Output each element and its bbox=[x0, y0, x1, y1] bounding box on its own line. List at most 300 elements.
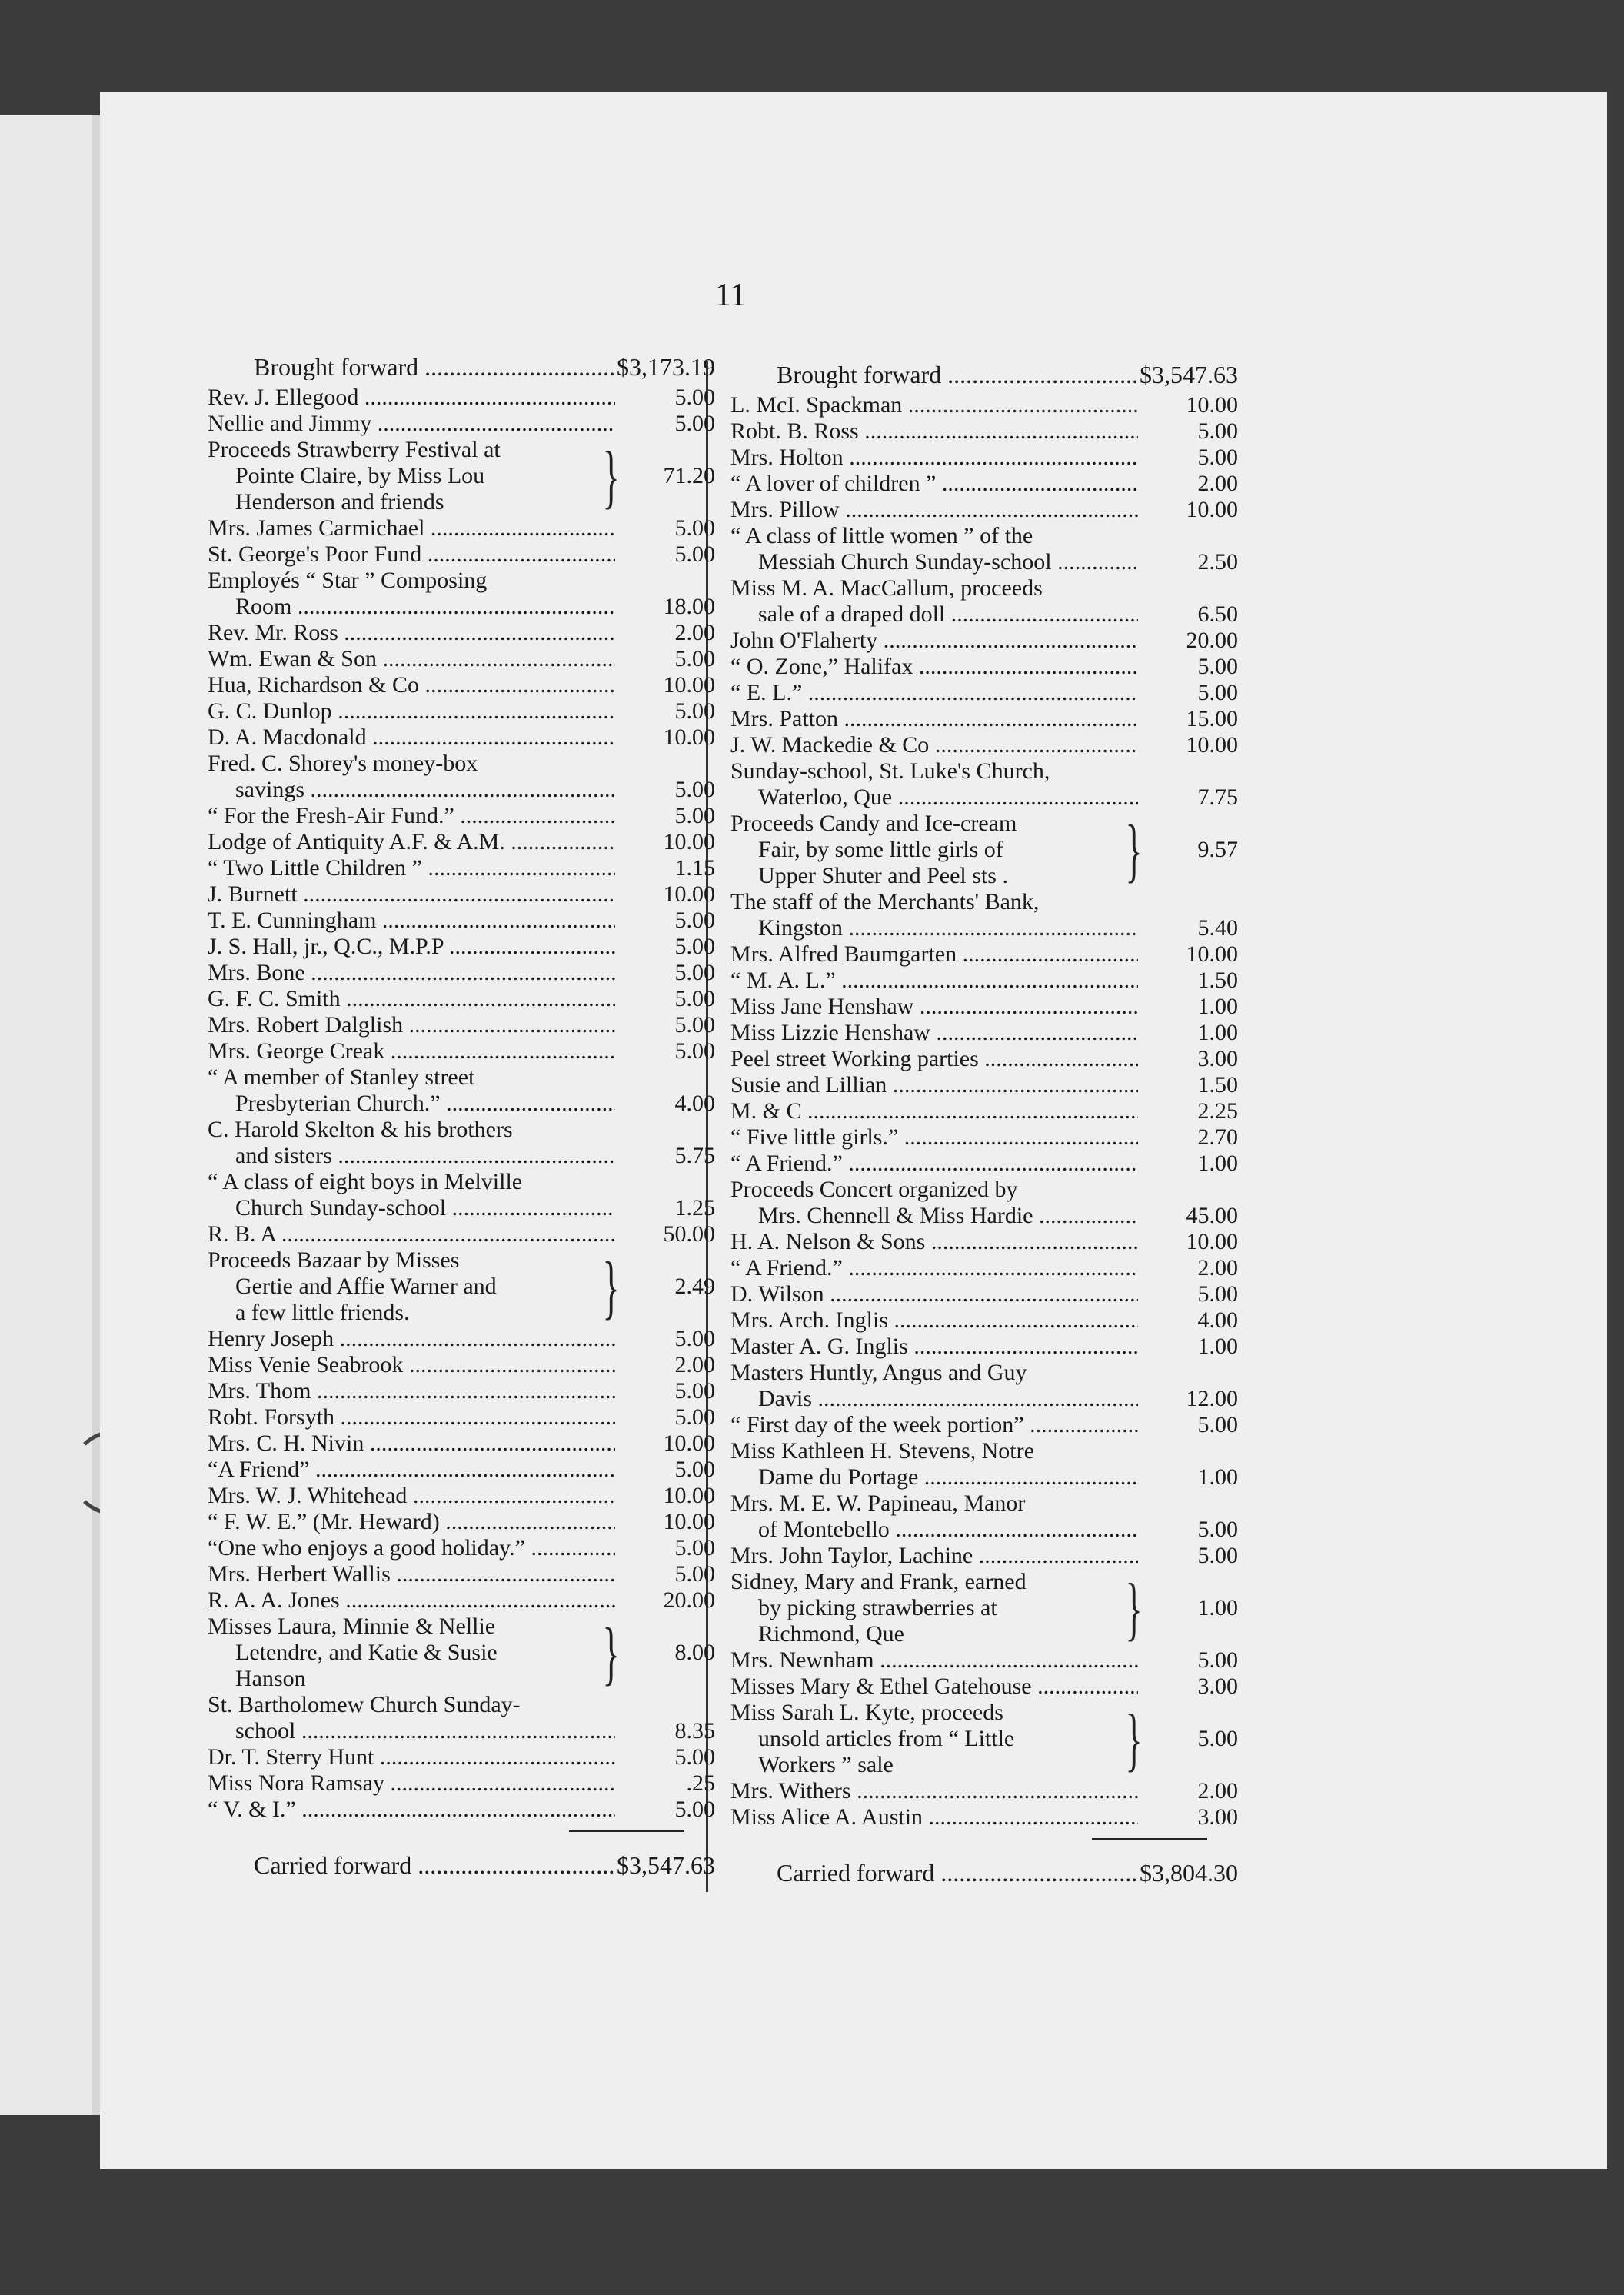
ledger-entry bbox=[208, 829, 715, 855]
entry-name-line: St. Bartholomew Church Sunday- bbox=[208, 1692, 521, 1717]
ledger-entry bbox=[730, 1674, 1238, 1700]
ledger-entry bbox=[208, 672, 715, 698]
brought-forward-label: Brought forward ..... bbox=[730, 361, 1138, 388]
entry-amount: 5.40 bbox=[1197, 915, 1238, 941]
carried-forward-label: Carried forward ..... bbox=[208, 1852, 615, 1878]
entry-amount: 10.00 bbox=[1186, 941, 1238, 967]
entry-amount: 5.75 bbox=[674, 1143, 715, 1168]
entry-amount: 10.00 bbox=[1186, 732, 1238, 758]
ledger-entry bbox=[208, 385, 715, 411]
entry-name-line: “ M. A. L.” ..... bbox=[730, 968, 1138, 994]
entry-name-line: Proceeds Candy and Ice-cream bbox=[730, 811, 1017, 836]
ledger-entry bbox=[208, 1483, 715, 1509]
ledger-entry bbox=[208, 1587, 715, 1614]
entry-amount: 10.00 bbox=[1186, 1229, 1238, 1254]
carried-forward-row bbox=[730, 1860, 1238, 1886]
entry-amount: 5.00 bbox=[1197, 1281, 1238, 1307]
entry-name-line: Pointe Claire, by Miss Lou bbox=[235, 463, 485, 488]
entry-amount: 2.25 bbox=[1197, 1098, 1238, 1124]
entry-amount: .25 bbox=[686, 1770, 715, 1796]
ledger-entry bbox=[208, 1352, 715, 1378]
sum-rule bbox=[569, 1830, 684, 1832]
entry-name-line: Kingston ..... bbox=[730, 915, 1138, 941]
entry-amount: 10.00 bbox=[663, 672, 715, 698]
entry-name-line: Misses Mary & Ethel Gatehouse ..... bbox=[730, 1674, 1138, 1700]
entry-name-line: The staff of the Merchants' Bank, bbox=[730, 889, 1040, 914]
entry-name-line: “ Five little girls.” ..... bbox=[730, 1124, 1138, 1151]
entry-name-line: Mrs. Patton ..... bbox=[730, 706, 1138, 732]
entry-name-line: Master A. G. Inglis ..... bbox=[730, 1334, 1138, 1360]
entry-amount: 10.00 bbox=[663, 1431, 715, 1456]
brought-forward-amount: $3,173.19 bbox=[617, 353, 715, 381]
ledger-entry bbox=[208, 620, 715, 646]
entry-name-line: “ A class of eight boys in Melville bbox=[208, 1169, 523, 1194]
entry-amount: 5.00 bbox=[674, 541, 715, 567]
entry-name-line: “ A class of little women ” of the bbox=[730, 523, 1033, 548]
entry-name-line: Mrs. Arch. Inglis ..... bbox=[730, 1307, 1138, 1334]
ledger-entry bbox=[730, 706, 1238, 732]
entry-name-line: “ Two Little Children ” ..... bbox=[208, 855, 615, 881]
entry-amount: 5.00 bbox=[1197, 1543, 1238, 1568]
entry-name-line: G. C. Dunlop ..... bbox=[208, 698, 615, 724]
entry-amount: 2.00 bbox=[1197, 1255, 1238, 1281]
ledger-entry bbox=[730, 471, 1238, 497]
entry-name-line: Miss Lizzie Henshaw ..... bbox=[730, 1020, 1138, 1046]
ledger-entry bbox=[208, 1038, 715, 1064]
entry-name-line: Mrs. Herbert Wallis ..... bbox=[208, 1561, 615, 1587]
entry-amount: 5.00 bbox=[674, 646, 715, 671]
entry-name-line: Waterloo, Que ..... bbox=[730, 784, 1138, 811]
entry-name-line: G. F. C. Smith ..... bbox=[208, 986, 615, 1012]
entry-name-line: “ O. Zone,” Halifax ..... bbox=[730, 654, 1138, 680]
entry-amount: 10.00 bbox=[663, 724, 715, 750]
brought-forward-row bbox=[730, 361, 1238, 388]
ledger-entry bbox=[730, 1072, 1238, 1098]
entry-amount: 5.00 bbox=[674, 1378, 715, 1404]
brace-mark: } bbox=[602, 437, 620, 515]
ledger-entry bbox=[730, 1360, 1238, 1412]
ledger-entry bbox=[208, 724, 715, 751]
entry-amount: 10.00 bbox=[1186, 392, 1238, 418]
ledger-entry bbox=[730, 968, 1238, 994]
brace-mark: } bbox=[1125, 811, 1143, 889]
entry-amount: 5.00 bbox=[674, 1326, 715, 1351]
entry-name-line: Sunday-school, St. Luke's Church, bbox=[730, 758, 1050, 784]
entry-name-line: Susie and Lillian ..... bbox=[730, 1072, 1138, 1098]
entry-name-line: Mrs. James Carmichael ..... bbox=[208, 515, 615, 541]
entry-name-line: Robt. Forsyth ..... bbox=[208, 1404, 615, 1431]
entry-name-line: D. A. Macdonald ..... bbox=[208, 724, 615, 751]
entry-name-line: Mrs. Thom ..... bbox=[208, 1378, 615, 1404]
entry-name-line: Mrs. John Taylor, Lachine ..... bbox=[730, 1543, 1138, 1569]
facing-page-edge bbox=[0, 115, 103, 2115]
entry-name-line: of Montebello ..... bbox=[730, 1517, 1138, 1543]
entry-name-line: Henderson and friends bbox=[235, 489, 444, 515]
entry-name-line: H. A. Nelson & Sons ..... bbox=[730, 1229, 1138, 1255]
ledger-entry bbox=[208, 437, 715, 515]
ledger-entry bbox=[208, 1457, 715, 1483]
entry-amount: 45.00 bbox=[1186, 1203, 1238, 1228]
entry-amount: 1.25 bbox=[674, 1195, 715, 1221]
ledger-entry bbox=[730, 1229, 1238, 1255]
brought-forward-row bbox=[208, 354, 715, 380]
entry-name-line: Mrs. W. J. Whitehead ..... bbox=[208, 1483, 615, 1509]
entry-name-line: Proceeds Concert organized by bbox=[730, 1177, 1018, 1202]
entry-amount: 9.57 bbox=[1197, 837, 1238, 862]
entry-name-line: Hua, Richardson & Co ..... bbox=[208, 672, 615, 698]
entry-name-line: Miss M. A. MacCallum, proceeds bbox=[730, 575, 1043, 601]
entry-name-line: Misses Laura, Minnie & Nellie bbox=[208, 1614, 496, 1639]
entry-name-line: Miss Alice A. Austin ..... bbox=[730, 1804, 1138, 1830]
ledger-entry bbox=[208, 698, 715, 724]
entry-name-line: Letendre, and Katie & Susie bbox=[235, 1640, 498, 1665]
ledger-entry bbox=[208, 1770, 715, 1797]
entry-amount: 5.00 bbox=[1197, 445, 1238, 470]
left-column bbox=[208, 354, 715, 1878]
entry-name-line: Sidney, Mary and Frank, earned bbox=[730, 1569, 1027, 1594]
ledger-entry bbox=[730, 1438, 1238, 1491]
entry-amount: 5.00 bbox=[674, 960, 715, 985]
ledger-entry bbox=[208, 1169, 715, 1221]
entry-amount: 5.00 bbox=[1197, 418, 1238, 444]
entry-amount: 2.00 bbox=[1197, 1778, 1238, 1804]
ledger-entry bbox=[730, 1255, 1238, 1281]
ledger-entry bbox=[730, 392, 1238, 418]
entry-name-line: “ F. W. E.” (Mr. Heward) ..... bbox=[208, 1509, 615, 1535]
ledger-entry bbox=[208, 646, 715, 672]
ledger-entry bbox=[208, 803, 715, 829]
entry-name-line: Rev. Mr. Ross ..... bbox=[208, 620, 615, 646]
ledger-entry bbox=[730, 628, 1238, 654]
entry-name-line: “ V. & I.” ..... bbox=[208, 1797, 615, 1823]
entry-name-line: Nellie and Jimmy ..... bbox=[208, 411, 615, 437]
ledger-entry bbox=[730, 758, 1238, 811]
entry-amount: 5.00 bbox=[674, 777, 715, 802]
entry-name-line: Proceeds Strawberry Festival at bbox=[208, 437, 501, 462]
entry-amount: 2.50 bbox=[1197, 549, 1238, 575]
entry-name-line: “One who enjoys a good holiday.” ..... bbox=[208, 1535, 615, 1561]
entry-name-line: “ E. L.” ..... bbox=[730, 680, 1138, 706]
ledger-entry bbox=[730, 418, 1238, 445]
entry-amount: 5.00 bbox=[674, 1038, 715, 1064]
ledger-entry bbox=[208, 1692, 715, 1744]
entry-name-line: “ A Friend.” ..... bbox=[730, 1255, 1138, 1281]
entry-name-line: Mrs. Pillow ..... bbox=[730, 497, 1138, 523]
ledger-entry bbox=[730, 654, 1238, 680]
entry-name-line: Gertie and Affie Warner and bbox=[235, 1274, 497, 1299]
entry-amount: 2.00 bbox=[674, 620, 715, 645]
entry-amount: 10.00 bbox=[663, 829, 715, 854]
ledger-entry bbox=[730, 445, 1238, 471]
ledger-entry bbox=[730, 1647, 1238, 1674]
entry-name-line: Messiah Church Sunday-school ..... bbox=[730, 549, 1138, 575]
entry-name-line: J. S. Hall, jr., Q.C., M.P.P ..... bbox=[208, 934, 615, 960]
ledger-entry bbox=[730, 1098, 1238, 1124]
ledger-entry bbox=[730, 497, 1238, 523]
entry-amount: 5.00 bbox=[1197, 1726, 1238, 1751]
entry-name-line: Fair, by some little girls of bbox=[758, 837, 1003, 862]
entry-amount: 10.00 bbox=[1186, 497, 1238, 522]
entry-name-line: Mrs. Holton ..... bbox=[730, 445, 1138, 471]
ledger-entry bbox=[208, 1404, 715, 1431]
ledger-entry bbox=[730, 575, 1238, 628]
ledger-entry bbox=[730, 680, 1238, 706]
entry-name-line: Miss Kathleen H. Stevens, Notre bbox=[730, 1438, 1034, 1464]
entry-amount: 5.00 bbox=[1197, 1517, 1238, 1542]
entry-amount: 5.00 bbox=[1197, 1412, 1238, 1437]
entry-amount: 1.50 bbox=[1197, 1072, 1238, 1098]
ledger-entry bbox=[730, 1804, 1238, 1830]
entry-name-line: J. Burnett ..... bbox=[208, 881, 615, 908]
entry-amount: 5.00 bbox=[674, 986, 715, 1011]
entry-name-line: Church Sunday-school ..... bbox=[208, 1195, 615, 1221]
entry-name-line: Miss Nora Ramsay ..... bbox=[208, 1770, 615, 1797]
entry-amount: 5.00 bbox=[674, 1457, 715, 1482]
carried-forward-row bbox=[208, 1852, 715, 1878]
entry-name-line: Wm. Ewan & Son ..... bbox=[208, 646, 615, 672]
brace-mark: } bbox=[602, 1614, 620, 1692]
ledger-entry bbox=[730, 889, 1238, 941]
entry-amount: 1.00 bbox=[1197, 1151, 1238, 1176]
entry-amount: 5.00 bbox=[674, 1012, 715, 1038]
entry-name-line: John O'Flaherty ..... bbox=[730, 628, 1138, 654]
ledger-entry bbox=[730, 941, 1238, 968]
ledger-entry bbox=[730, 1334, 1238, 1360]
entry-amount: 20.00 bbox=[1186, 628, 1238, 653]
entry-name-line: unsold articles from “ Little bbox=[758, 1726, 1015, 1751]
entry-name-line: Miss Venie Seabrook ..... bbox=[208, 1352, 615, 1378]
entry-name-line: St. George's Poor Fund ..... bbox=[208, 541, 615, 568]
ledger-entry bbox=[208, 515, 715, 541]
entry-amount: 71.20 bbox=[663, 463, 715, 488]
entry-amount: 2.00 bbox=[674, 1352, 715, 1377]
entry-amount: 5.00 bbox=[674, 1797, 715, 1822]
entry-name-line: R. A. A. Jones ..... bbox=[208, 1587, 615, 1614]
entry-amount: 4.00 bbox=[674, 1091, 715, 1116]
carried-forward-amount: $3,547.63 bbox=[617, 1851, 715, 1879]
entry-amount: 10.00 bbox=[663, 881, 715, 907]
ledger-entry bbox=[730, 811, 1238, 889]
entry-name-line: Mrs. Alfred Baumgarten ..... bbox=[730, 941, 1138, 968]
entry-name-line: Davis ..... bbox=[730, 1386, 1138, 1412]
ledger-entry bbox=[208, 1221, 715, 1247]
ledger-entry bbox=[730, 1046, 1238, 1072]
entry-name-line: “ For the Fresh-Air Fund.” ..... bbox=[208, 803, 615, 829]
ledger-entry bbox=[730, 1151, 1238, 1177]
entry-amount: 5.00 bbox=[674, 1404, 715, 1430]
entry-name-line: Henry Joseph ..... bbox=[208, 1326, 615, 1352]
entry-name-line: Dame du Portage ..... bbox=[730, 1464, 1138, 1491]
entry-name-line: Mrs. C. H. Nivin ..... bbox=[208, 1431, 615, 1457]
entry-name-line: and sisters ..... bbox=[208, 1143, 615, 1169]
entry-name-line: Mrs. M. E. W. Papineau, Manor bbox=[730, 1491, 1026, 1516]
page-number: 11 bbox=[715, 278, 747, 313]
entry-amount: 5.00 bbox=[674, 515, 715, 541]
entry-amount: 5.00 bbox=[674, 1535, 715, 1561]
entry-name-line: a few little friends. bbox=[235, 1300, 410, 1325]
entry-amount: 3.00 bbox=[1197, 1046, 1238, 1071]
entry-amount: 1.15 bbox=[674, 855, 715, 881]
entry-amount: 1.50 bbox=[1197, 968, 1238, 993]
ledger-entry bbox=[208, 1064, 715, 1117]
entry-amount: 12.00 bbox=[1186, 1386, 1238, 1411]
entry-amount: 3.00 bbox=[1197, 1804, 1238, 1830]
entry-name-line: “ A lover of children ” ..... bbox=[730, 471, 1138, 497]
entry-name-line: savings ..... bbox=[208, 777, 615, 803]
entry-amount: 5.00 bbox=[1197, 680, 1238, 705]
entry-amount: 7.75 bbox=[1197, 784, 1238, 810]
entry-name-line: Mrs. Withers ..... bbox=[730, 1778, 1138, 1804]
entry-name-line: “ A Friend.” ..... bbox=[730, 1151, 1138, 1177]
ledger-entry bbox=[208, 1378, 715, 1404]
ledger-entry bbox=[208, 1509, 715, 1535]
entry-amount: 10.00 bbox=[663, 1483, 715, 1508]
ledger-entry bbox=[730, 1412, 1238, 1438]
entry-name-line: C. Harold Skelton & his brothers bbox=[208, 1117, 513, 1142]
sum-rule bbox=[1092, 1838, 1207, 1840]
entry-name-line: Fred. C. Shorey's money-box bbox=[208, 751, 478, 776]
ledger-entry bbox=[730, 1778, 1238, 1804]
entry-name-line: Mrs. Robert Dalglish ..... bbox=[208, 1012, 615, 1038]
ledger-entry bbox=[730, 1700, 1238, 1778]
entry-amount: 1.00 bbox=[1197, 1464, 1238, 1490]
entry-amount: 5.00 bbox=[674, 385, 715, 410]
entry-name-line: Lodge of Antiquity A.F. & A.M. ..... bbox=[208, 829, 615, 855]
entry-amount: 50.00 bbox=[663, 1221, 715, 1247]
entry-name-line: Workers ” sale bbox=[758, 1752, 894, 1777]
entry-amount: 2.49 bbox=[674, 1274, 715, 1299]
ledger-entry bbox=[208, 855, 715, 881]
entry-amount: 1.00 bbox=[1197, 1334, 1238, 1359]
ledger-entry bbox=[208, 411, 715, 437]
entry-name-line: by picking strawberries at bbox=[758, 1595, 997, 1620]
entry-amount: 8.00 bbox=[674, 1640, 715, 1665]
ledger-entry bbox=[208, 881, 715, 908]
entry-name-line: Dr. T. Sterry Hunt ..... bbox=[208, 1744, 615, 1770]
ledger-entry bbox=[730, 1124, 1238, 1151]
entry-name-line: Mrs. Newnham ..... bbox=[730, 1647, 1138, 1674]
entry-name-line: sale of a draped doll ..... bbox=[730, 601, 1138, 628]
entry-amount: 5.00 bbox=[674, 803, 715, 828]
entry-amount: 6.50 bbox=[1197, 601, 1238, 627]
page-gutter bbox=[92, 115, 100, 2115]
entry-amount: 5.00 bbox=[1197, 1647, 1238, 1673]
ledger-entry bbox=[208, 1797, 715, 1823]
entry-amount: 5.00 bbox=[1197, 654, 1238, 679]
right-entries bbox=[730, 392, 1238, 1830]
entry-amount: 5.00 bbox=[674, 908, 715, 933]
ledger-entry bbox=[208, 1614, 715, 1692]
entry-amount: 1.00 bbox=[1197, 994, 1238, 1019]
ledger-entry bbox=[208, 751, 715, 803]
ledger-entry bbox=[730, 1020, 1238, 1046]
entry-name-line: school ..... bbox=[208, 1718, 615, 1744]
brought-forward-label: Brought forward ..... bbox=[208, 354, 615, 380]
entry-name-line: Miss Jane Henshaw ..... bbox=[730, 994, 1138, 1020]
entry-amount: 10.00 bbox=[663, 1509, 715, 1534]
ledger-entry bbox=[730, 1177, 1238, 1229]
entry-name-line: Mrs. George Creak ..... bbox=[208, 1038, 615, 1064]
ledger-entry bbox=[208, 934, 715, 960]
entry-amount: 18.00 bbox=[663, 594, 715, 619]
entry-amount: 4.00 bbox=[1197, 1307, 1238, 1333]
entry-name-line: Miss Sarah L. Kyte, proceeds bbox=[730, 1700, 1003, 1725]
ledger-entry bbox=[208, 1535, 715, 1561]
entry-name-line: “ First day of the week portion” ..... bbox=[730, 1412, 1138, 1438]
ledger-entry bbox=[208, 986, 715, 1012]
brace-mark: } bbox=[602, 1247, 620, 1326]
entry-name-line: Mrs. Chennell & Miss Hardie ..... bbox=[730, 1203, 1138, 1229]
entry-name-line: M. & C ..... bbox=[730, 1098, 1138, 1124]
entry-amount: 5.00 bbox=[674, 1744, 715, 1770]
brace-mark: } bbox=[1125, 1700, 1143, 1778]
right-column bbox=[730, 361, 1238, 1886]
ledger-entry bbox=[208, 1326, 715, 1352]
entry-name-line: Rev. J. Ellegood ..... bbox=[208, 385, 615, 411]
entry-amount: 5.00 bbox=[674, 698, 715, 724]
entry-name-line: Proceeds Bazaar by Misses bbox=[208, 1247, 460, 1273]
entry-amount: 1.00 bbox=[1197, 1595, 1238, 1620]
ledger-entry bbox=[208, 541, 715, 568]
entry-amount: 5.00 bbox=[674, 1561, 715, 1587]
ledger-entry bbox=[730, 1543, 1238, 1569]
entry-name-line: D. Wilson ..... bbox=[730, 1281, 1138, 1307]
ledger-entry bbox=[208, 960, 715, 986]
left-entries bbox=[208, 385, 715, 1823]
entry-name-line: T. E. Cunningham ..... bbox=[208, 908, 615, 934]
entry-name-line: J. W. Mackedie & Co ..... bbox=[730, 732, 1138, 758]
entry-amount: 5.00 bbox=[674, 411, 715, 436]
ledger-entry bbox=[208, 1012, 715, 1038]
carried-forward-amount: $3,804.30 bbox=[1140, 1859, 1238, 1887]
ledger-entry bbox=[730, 523, 1238, 575]
ledger-entry bbox=[730, 1307, 1238, 1334]
entry-name-line: Peel street Working parties ..... bbox=[730, 1046, 1138, 1072]
ledger-entry bbox=[208, 1117, 715, 1169]
ledger-entry bbox=[208, 1561, 715, 1587]
entry-amount: 20.00 bbox=[663, 1587, 715, 1613]
entry-amount: 8.35 bbox=[674, 1718, 715, 1744]
ledger-entry bbox=[208, 1247, 715, 1326]
entry-name-line: Upper Shuter and Peel sts . bbox=[758, 863, 1008, 888]
entry-name-line: R. B. A ..... bbox=[208, 1221, 615, 1247]
entry-name-line: Masters Huntly, Angus and Guy bbox=[730, 1360, 1027, 1385]
entry-amount: 1.00 bbox=[1197, 1020, 1238, 1045]
brought-forward-amount: $3,547.63 bbox=[1140, 361, 1238, 388]
entry-name-line: L. McI. Spackman ..... bbox=[730, 392, 1138, 418]
ledger-entry bbox=[730, 1569, 1238, 1647]
entry-name-line: “ A member of Stanley street bbox=[208, 1064, 475, 1090]
ledger-entry bbox=[208, 568, 715, 620]
ledger-entry bbox=[730, 1491, 1238, 1543]
entry-name-line: Mrs. Bone ..... bbox=[208, 960, 615, 986]
entry-name-line: Employés “ Star ” Composing bbox=[208, 568, 488, 593]
entry-amount: 2.00 bbox=[1197, 471, 1238, 496]
entry-name-line: Room ..... bbox=[208, 594, 615, 620]
entry-name-line: Richmond, Que bbox=[758, 1621, 904, 1647]
carried-forward-label: Carried forward ..... bbox=[730, 1860, 1138, 1886]
ledger-entry bbox=[208, 1431, 715, 1457]
entry-name-line: Presbyterian Church.” ..... bbox=[208, 1091, 615, 1117]
entry-name-line: “A Friend” ..... bbox=[208, 1457, 615, 1483]
entry-amount: 2.70 bbox=[1197, 1124, 1238, 1150]
ledger-entry bbox=[730, 994, 1238, 1020]
entry-amount: 5.00 bbox=[674, 934, 715, 959]
ledger-entry bbox=[730, 1281, 1238, 1307]
ledger-entry bbox=[730, 732, 1238, 758]
ledger-entry bbox=[208, 1744, 715, 1770]
ledger-entry bbox=[208, 908, 715, 934]
